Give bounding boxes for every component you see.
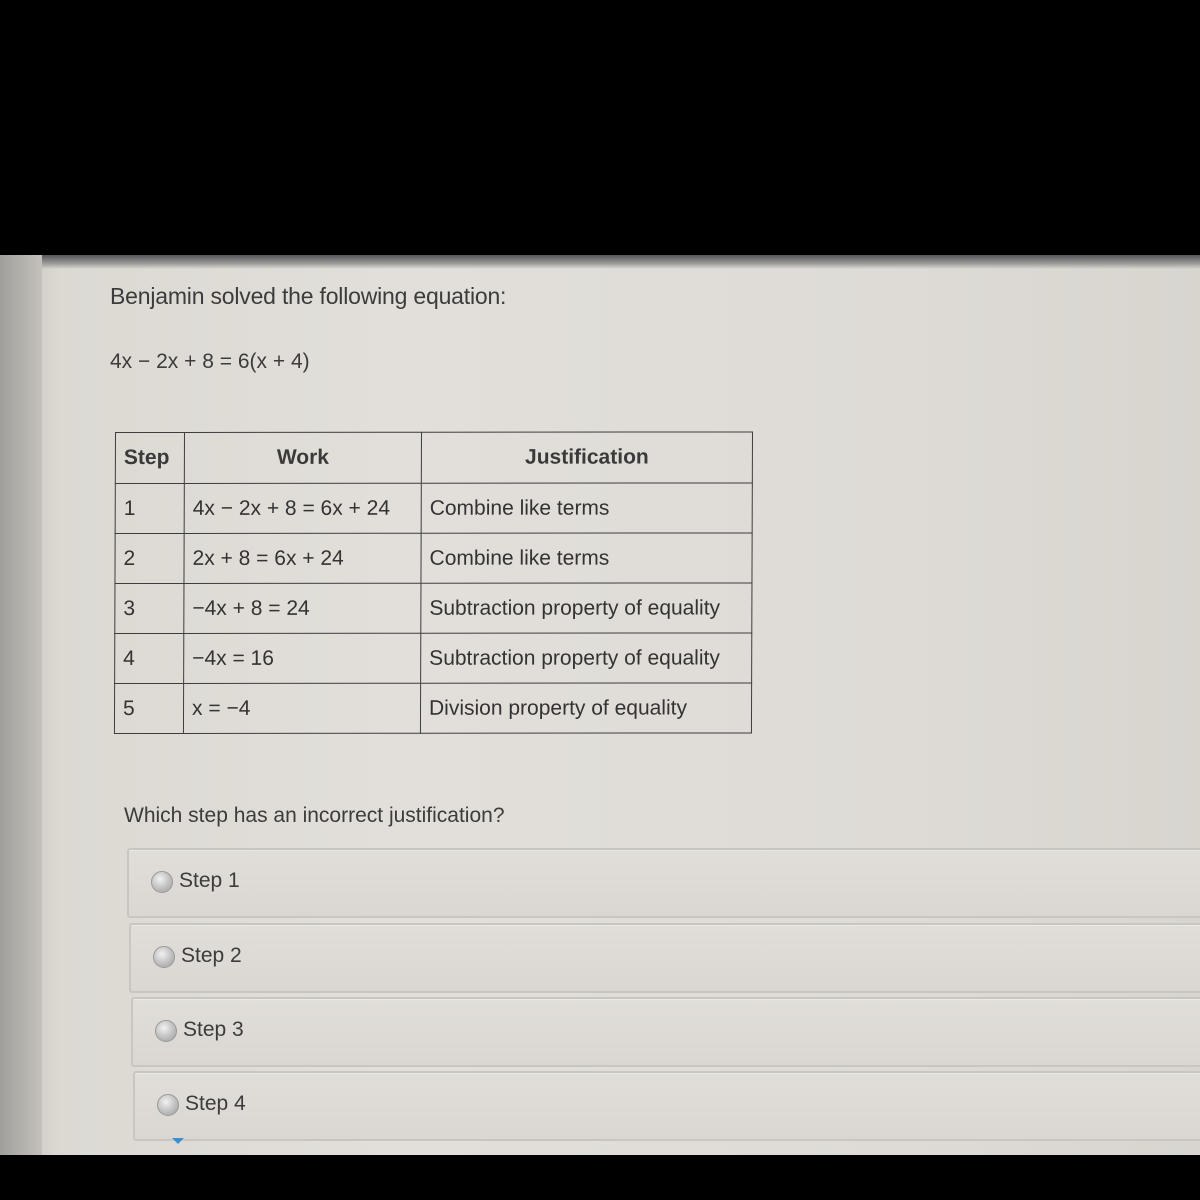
table-row: [115, 633, 752, 684]
row-justification: Subtraction property of equality: [421, 583, 752, 633]
radio-button[interactable]: [151, 871, 173, 893]
table-row: [115, 533, 752, 584]
radio-button[interactable]: [155, 1020, 177, 1042]
row-step: 2: [115, 533, 184, 583]
equation: 4x − 2x + 8 = 6(x + 4): [110, 350, 310, 373]
row-justification: Division property of equality: [420, 683, 751, 733]
answer-option-step-1[interactable]: [127, 848, 1200, 918]
header-work: Work: [184, 432, 421, 483]
row-work: −4x + 8 = 24: [184, 583, 421, 633]
row-work: −4x = 16: [184, 633, 421, 683]
table-header-row: [115, 432, 752, 484]
row-work: 4x − 2x + 8 = 6x + 24: [184, 483, 421, 533]
quiz-screen: [0, 255, 1200, 1155]
option-label: Step 1: [179, 869, 240, 892]
option-label: Step 4: [185, 1092, 246, 1115]
steps-table: [114, 431, 753, 734]
row-work: x = −4: [183, 683, 420, 733]
row-step: 1: [115, 483, 184, 533]
answer-option-step-4[interactable]: [133, 1071, 1200, 1141]
question-prompt: Benjamin solved the following equation:: [110, 283, 507, 309]
option-label: Step 2: [181, 944, 242, 967]
header-justification: Justification: [421, 432, 752, 483]
answer-option-step-3[interactable]: [131, 997, 1200, 1067]
row-justification: Combine like terms: [421, 483, 752, 533]
row-justification: Combine like terms: [421, 533, 752, 583]
radio-button[interactable]: [157, 1094, 179, 1116]
radio-button[interactable]: [153, 946, 175, 968]
question-text: Which step has an incorrect justification?: [124, 804, 505, 827]
row-work: 2x + 8 = 6x + 24: [184, 533, 421, 583]
row-step: 5: [114, 683, 183, 733]
scroll-down-icon[interactable]: [172, 1138, 184, 1144]
table-row: [114, 683, 751, 734]
answer-option-step-2[interactable]: [129, 923, 1200, 993]
monitor-bezel: [0, 255, 42, 1155]
option-label: Step 3: [183, 1018, 244, 1041]
table-row: [115, 583, 752, 634]
table-row: [115, 483, 752, 534]
row-justification: Subtraction property of equality: [421, 633, 752, 683]
row-step: 3: [115, 583, 184, 633]
row-step: 4: [115, 633, 184, 683]
header-step: Step: [115, 432, 184, 483]
